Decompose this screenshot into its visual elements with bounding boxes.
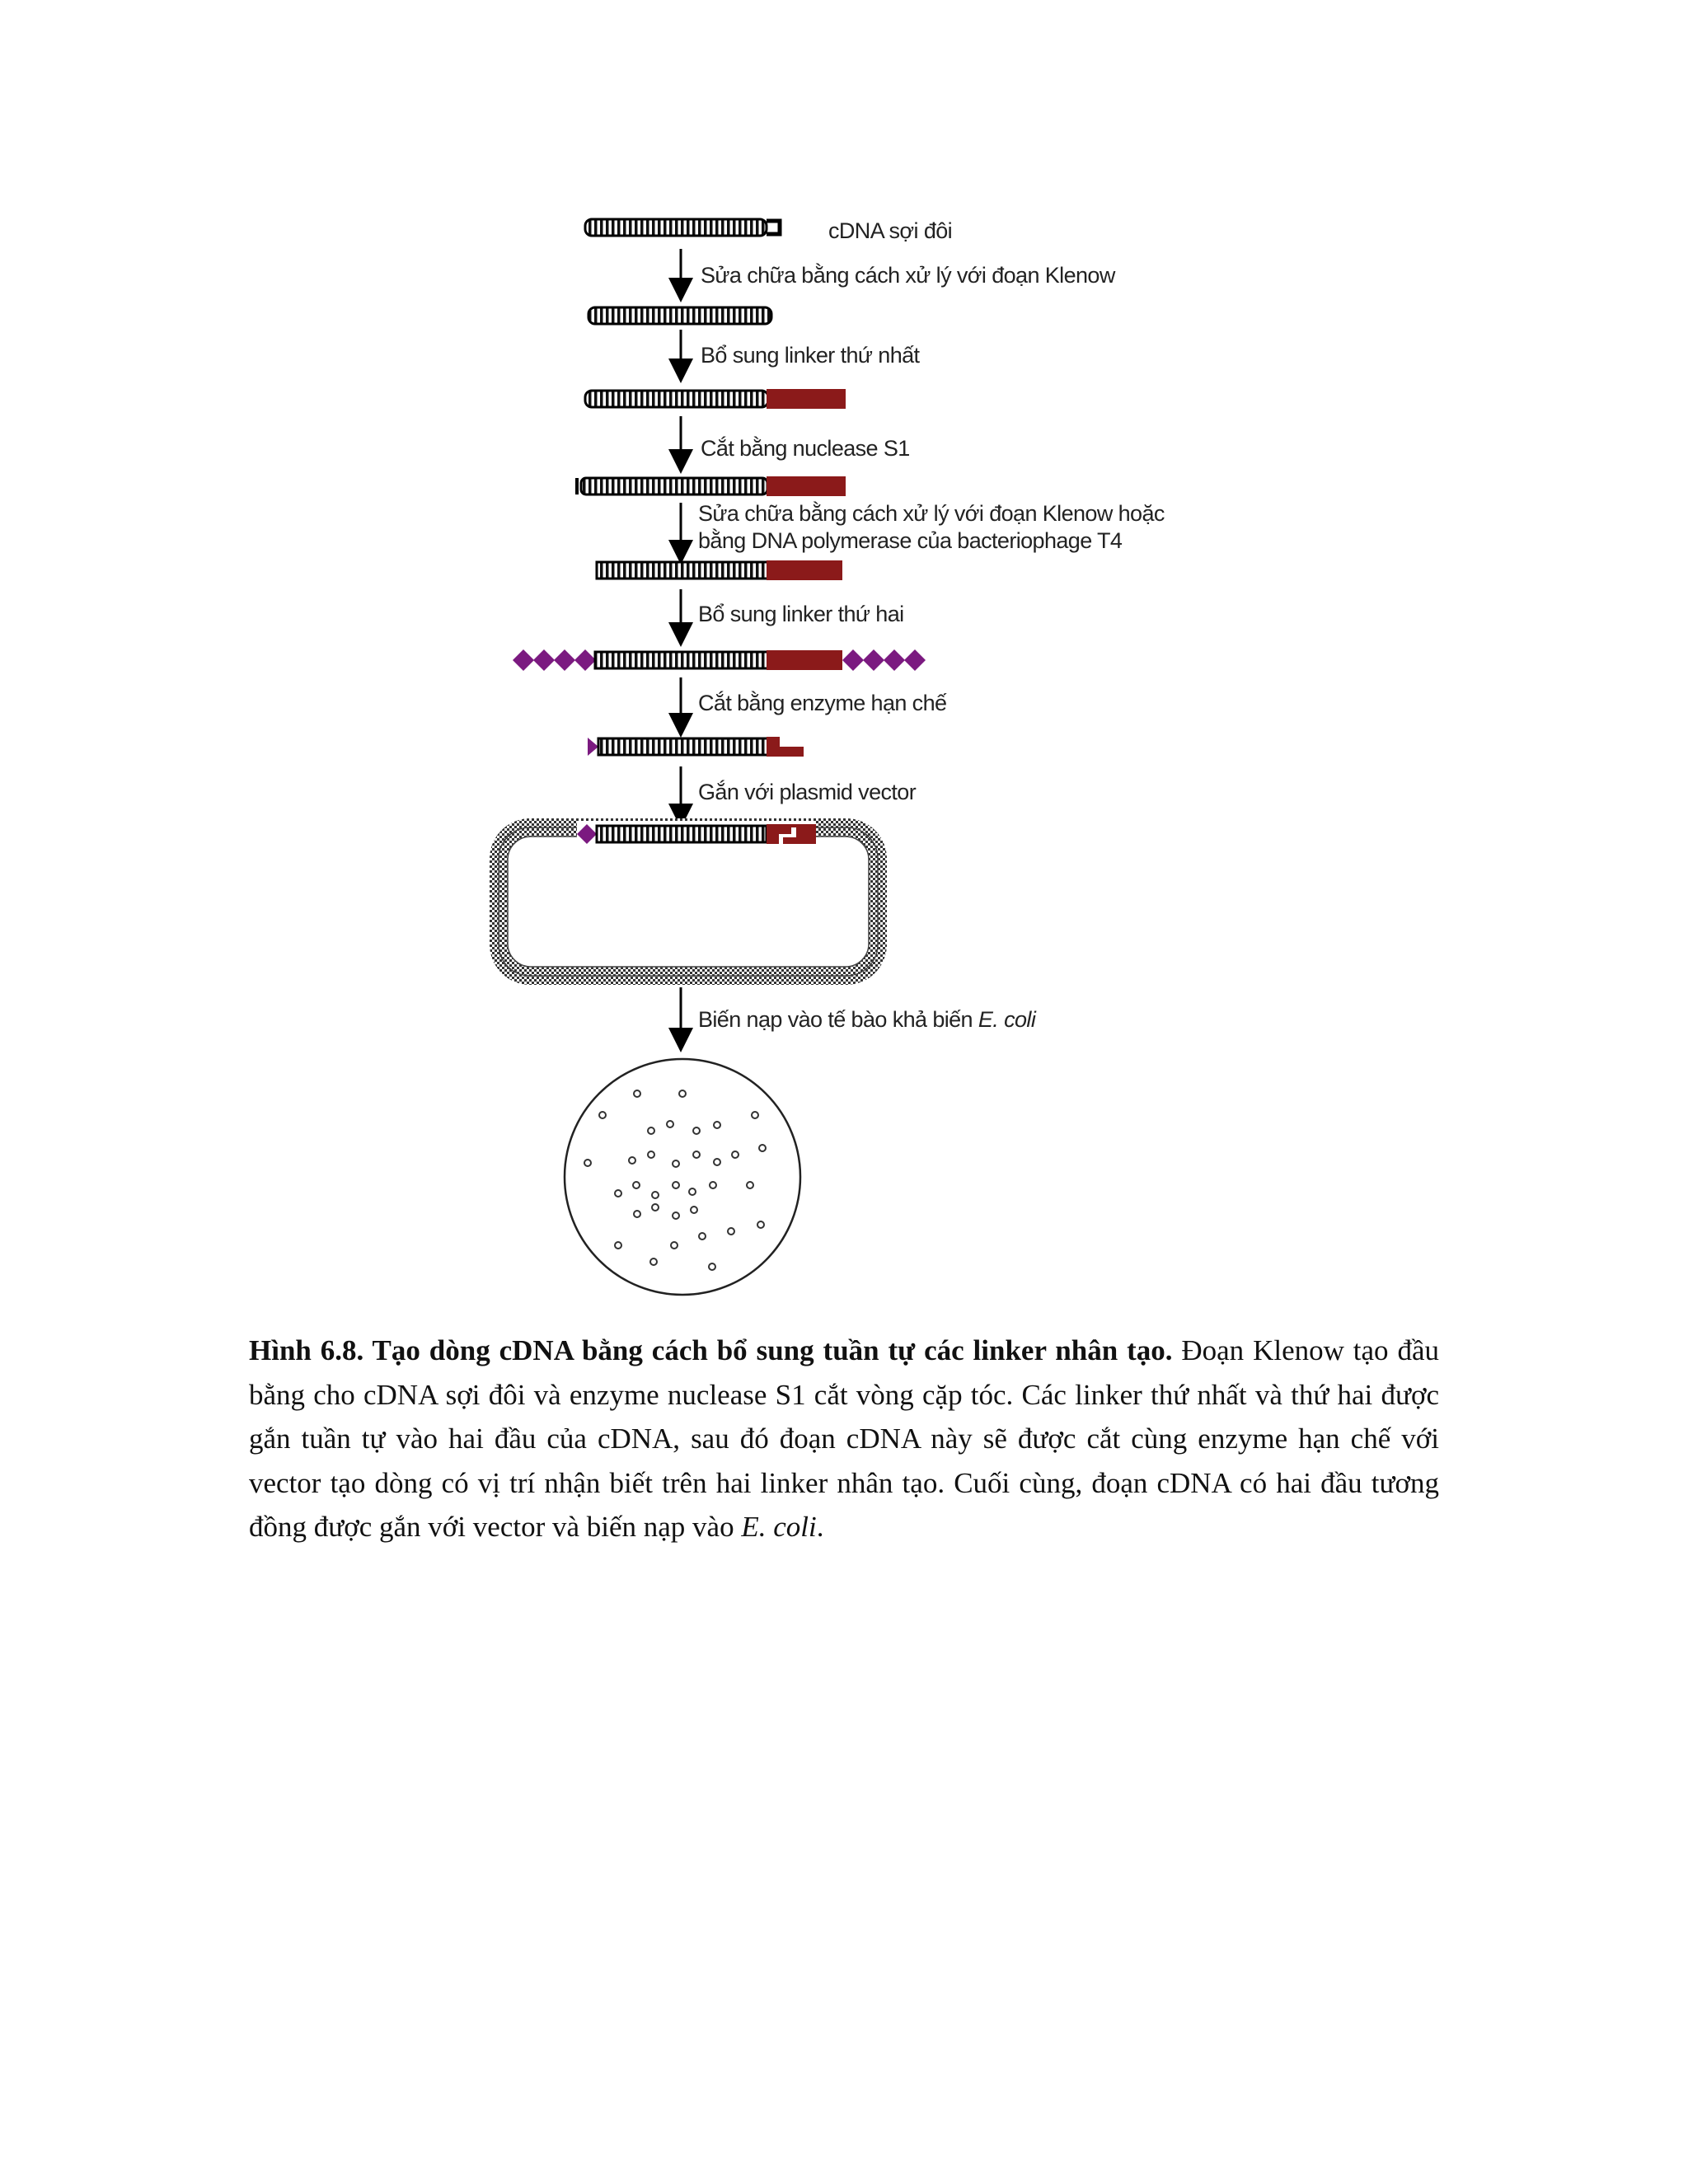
step-label-5: Sửa chữa bằng cách xử lý với đoạn Klenow hoặc (698, 501, 1165, 526)
recombinant-plasmid (499, 821, 878, 976)
blunt-cdna (588, 307, 771, 324)
figure-caption (249, 1329, 1439, 1549)
caption-italic: E. coli (741, 1511, 817, 1543)
second-linker-left (513, 649, 596, 671)
caption-text: Đoạn Klenow tạo đầu bằng cho cDNA sợi đôi và enzyme nuclease S1 cắt vòng cặp tóc. Các linker thứ nhất và thứ hai được gắn tuần tự vào hai đầu của cDNA, sau đó đoạn cDNA này sẽ được cắt cùng enzyme hạn chế với vector tạo dòng có vị trí nhận biết trên hai linker nhân tạo. Cuối cùng, đoạn cDNA có hai đầu tương đồng được gắn với vector và biến nạp vào (249, 1334, 1439, 1543)
petri-dish (565, 1059, 800, 1295)
cdna-with-second-linker (513, 649, 926, 671)
step-label-10: Biến nạp vào tế bào khả biến E. coli (698, 1007, 1036, 1032)
step-label-8: Cắt bằng enzyme hạn chế (698, 691, 947, 715)
second-linker-right (842, 649, 926, 671)
caption-title: Hình 6.8. Tạo dòng cDNA bằng cách bổ sung tuần tự các linker nhân tạo. (249, 1334, 1173, 1366)
step-label-3: Bổ sung linker thứ nhất (701, 343, 920, 368)
step-label-4: Cắt bằng nuclease S1 (701, 436, 910, 461)
cdna-insert (597, 826, 767, 842)
first-linker (767, 389, 846, 409)
step-label-9: Gắn với plasmid vector (698, 780, 917, 804)
cdna-double-strand (585, 219, 780, 236)
step-label-7: Bổ sung linker thứ hai (698, 602, 904, 626)
repaired-cdna (597, 560, 842, 580)
cut-cdna (588, 737, 804, 757)
step-label-1: cDNA sợi đôi (828, 218, 953, 243)
insert-linker-right (767, 824, 816, 844)
cdna-after-s1 (577, 476, 846, 496)
step-label-6: bằng DNA polymerase của bacteriophage T4 (698, 528, 1123, 553)
step-label-2: Sửa chữa bằng cách xử lý với đoạn Klenow (701, 263, 1115, 288)
cdna-with-first-linker (585, 389, 846, 409)
caption-end: . (816, 1511, 824, 1543)
